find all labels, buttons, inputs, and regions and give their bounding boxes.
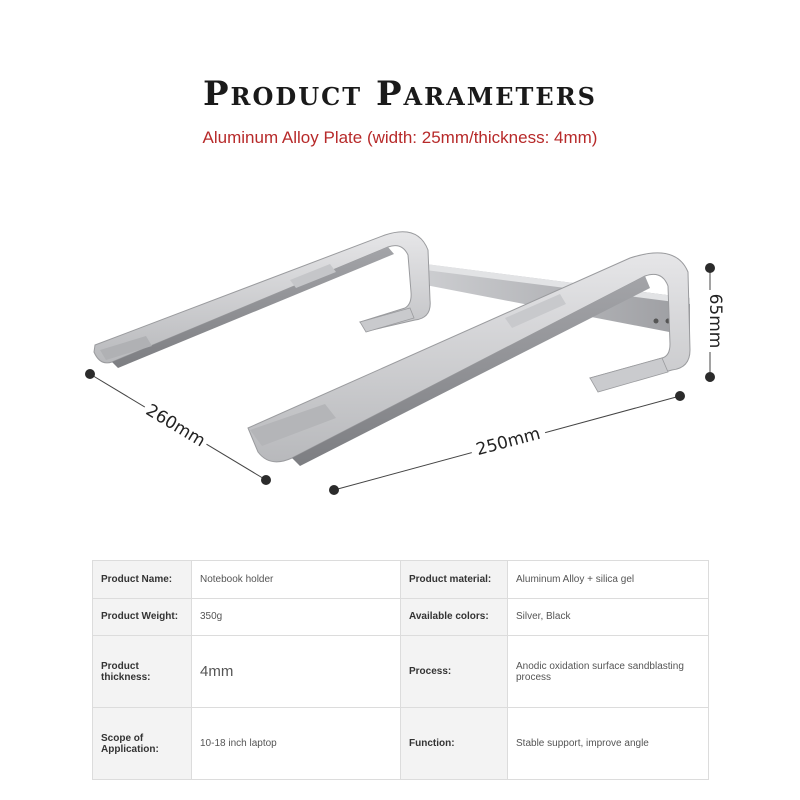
table-row — [93, 561, 709, 599]
dimension-height-label: 65mm — [705, 293, 725, 349]
spec-value: Notebook holder — [192, 561, 401, 599]
spec-value: Stable support, improve angle — [508, 708, 709, 780]
laptop-stand-illustration — [0, 170, 800, 540]
spec-label: Process: — [401, 636, 508, 708]
spec-label: Function: — [401, 708, 508, 780]
back-arm — [94, 232, 430, 368]
spec-label: Product Weight: — [93, 598, 192, 636]
spec-value: 10-18 inch laptop — [192, 708, 401, 780]
dimension-depth — [85, 369, 271, 485]
dimension-width-label: 250mm — [473, 423, 543, 461]
page-title: Product Parameters — [202, 74, 597, 114]
table-row — [93, 636, 709, 708]
dimension-endpoint — [329, 485, 339, 495]
spec-label: Product Name: — [93, 561, 192, 599]
dimension-endpoint — [705, 372, 715, 382]
spec-value: 4mm — [192, 636, 401, 708]
spec-value: 350g — [192, 598, 401, 636]
dimension-depth-label: 260mm — [142, 400, 209, 452]
spec-value: Silver, Black — [508, 598, 709, 636]
spec-label: Scope of Application: — [93, 708, 192, 780]
dimension-endpoint — [85, 369, 95, 379]
page-subtitle: Aluminum Alloy Plate (width: 25mm/thickness: 4mm) — [202, 128, 598, 147]
dimension-height — [697, 263, 725, 382]
spec-label: Product material: — [401, 561, 508, 599]
dimension-endpoint — [675, 391, 685, 401]
dimension-endpoint — [705, 263, 715, 273]
table-row — [93, 708, 709, 780]
dimension-endpoint — [261, 475, 271, 485]
spec-value: Anodic oxidation surface sandblasting process — [508, 636, 709, 708]
table-row — [93, 598, 709, 636]
spec-value: Aluminum Alloy + silica gel — [508, 561, 709, 599]
spec-label: Available colors: — [401, 598, 508, 636]
product-parameters-table — [92, 560, 709, 780]
spec-label: Product thickness: — [93, 636, 192, 708]
